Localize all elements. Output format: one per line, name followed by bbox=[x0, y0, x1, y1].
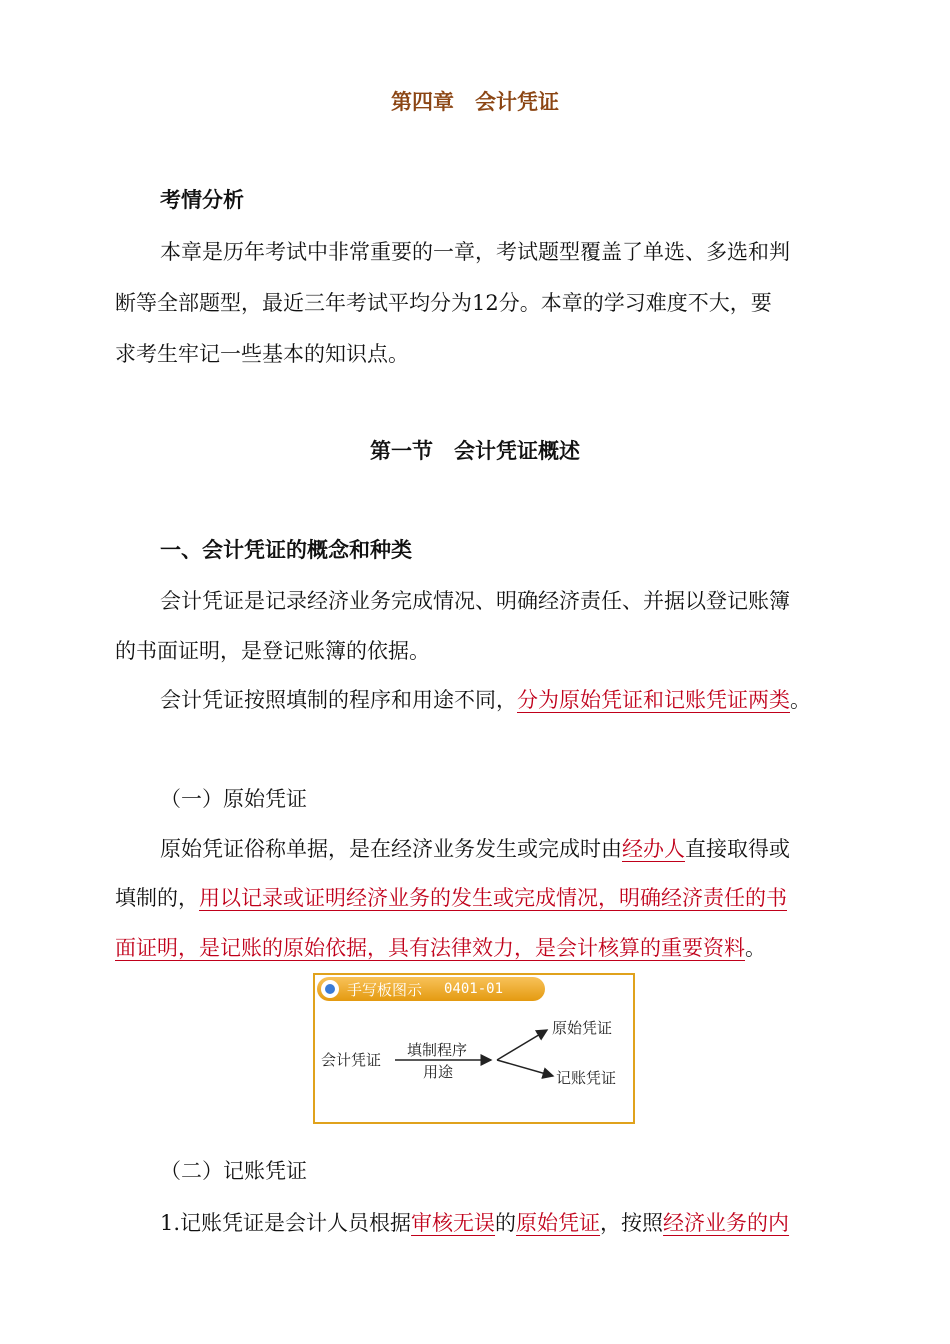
bookkeeping-voucher-line-1 bbox=[160, 1209, 840, 1237]
figure-branch-arrow-bottom bbox=[497, 1060, 553, 1076]
ov-line2-prefix: 填制的， bbox=[115, 886, 199, 910]
exam-analysis-line-2: 断等全部题型，最近三年考试平均分为12分。本章的学习难度不大，要 bbox=[115, 291, 772, 315]
figure-edge-label-2: 用途 bbox=[423, 1063, 454, 1081]
bv-line1-highlight-2: 原始凭证 bbox=[516, 1211, 601, 1235]
classification-prefix: 会计凭证按照填制的程序和用途不同， bbox=[160, 688, 517, 712]
ov-line1-prefix: 原始凭证俗称单据，是在经济业务发生或完成时由 bbox=[160, 837, 622, 861]
ov-line3-suffix: 。 bbox=[745, 936, 766, 960]
bv-line1-prefix: 1.记账凭证是会计人员根据 bbox=[160, 1211, 412, 1235]
chapter-title: 第四章 会计凭证 bbox=[391, 90, 559, 114]
handwriting-board-figure bbox=[313, 973, 635, 1124]
bv-line1-mid-1: 的 bbox=[495, 1211, 517, 1235]
classification-highlight: 分为原始凭证和记账凭证两类 bbox=[517, 688, 790, 712]
classification-suffix: 。 bbox=[790, 688, 811, 712]
figure-root-label: 会计凭证 bbox=[321, 1051, 382, 1069]
section-title: 第一节 会计凭证概述 bbox=[370, 439, 580, 463]
figure-branch-top-label: 原始凭证 bbox=[552, 1019, 613, 1037]
figure-branch-arrow-top bbox=[497, 1030, 547, 1060]
exam-analysis-heading: 考情分析 bbox=[160, 188, 244, 212]
ov-line1-suffix: 直接取得或 bbox=[685, 837, 790, 861]
bv-line1-highlight-1: 审核无误 bbox=[411, 1211, 496, 1235]
figure-tab-code: 0401-01 bbox=[444, 981, 504, 997]
ov-line1-highlight: 经办人 bbox=[622, 837, 685, 861]
original-voucher-heading: （一）原始凭证 bbox=[160, 787, 307, 811]
ov-line3-highlight: 面证明，是记账的原始依据，具有法律效力，是会计核算的重要资料 bbox=[115, 936, 745, 960]
exam-analysis-line-1: 本章是历年考试中非常重要的一章，考试题型覆盖了单选、多选和判 bbox=[160, 240, 790, 264]
original-voucher-line-3 bbox=[115, 934, 835, 962]
definition-line-2: 的书面证明，是登记账簿的依据。 bbox=[115, 639, 430, 663]
ov-line2-highlight: 用以记录或证明经济业务的发生或完成情况，明确经济责任的书 bbox=[199, 886, 787, 910]
original-voucher-line-2 bbox=[115, 884, 835, 912]
classification-line bbox=[160, 686, 850, 714]
definition-line-1: 会计凭证是记录经济业务完成情况、明确经济责任、并据以登记账簿 bbox=[160, 589, 790, 613]
bv-line1-mid-2: ，按照 bbox=[600, 1211, 664, 1235]
figure-tab-title: 手写板图示 bbox=[347, 980, 423, 999]
bv-line1-highlight-3: 经济业务的内 bbox=[663, 1211, 790, 1235]
part1-heading: 一、会计凭证的概念和种类 bbox=[160, 538, 412, 562]
figure-edge-label-1: 填制程序 bbox=[407, 1041, 468, 1059]
bookkeeping-voucher-heading: （二）记账凭证 bbox=[160, 1159, 307, 1183]
original-voucher-line-1 bbox=[160, 835, 840, 863]
figure-branch-bottom-label: 记账凭证 bbox=[556, 1069, 617, 1087]
figure-diagram bbox=[315, 975, 633, 1122]
exam-analysis-line-3: 求考生牢记一些基本的知识点。 bbox=[115, 342, 409, 366]
